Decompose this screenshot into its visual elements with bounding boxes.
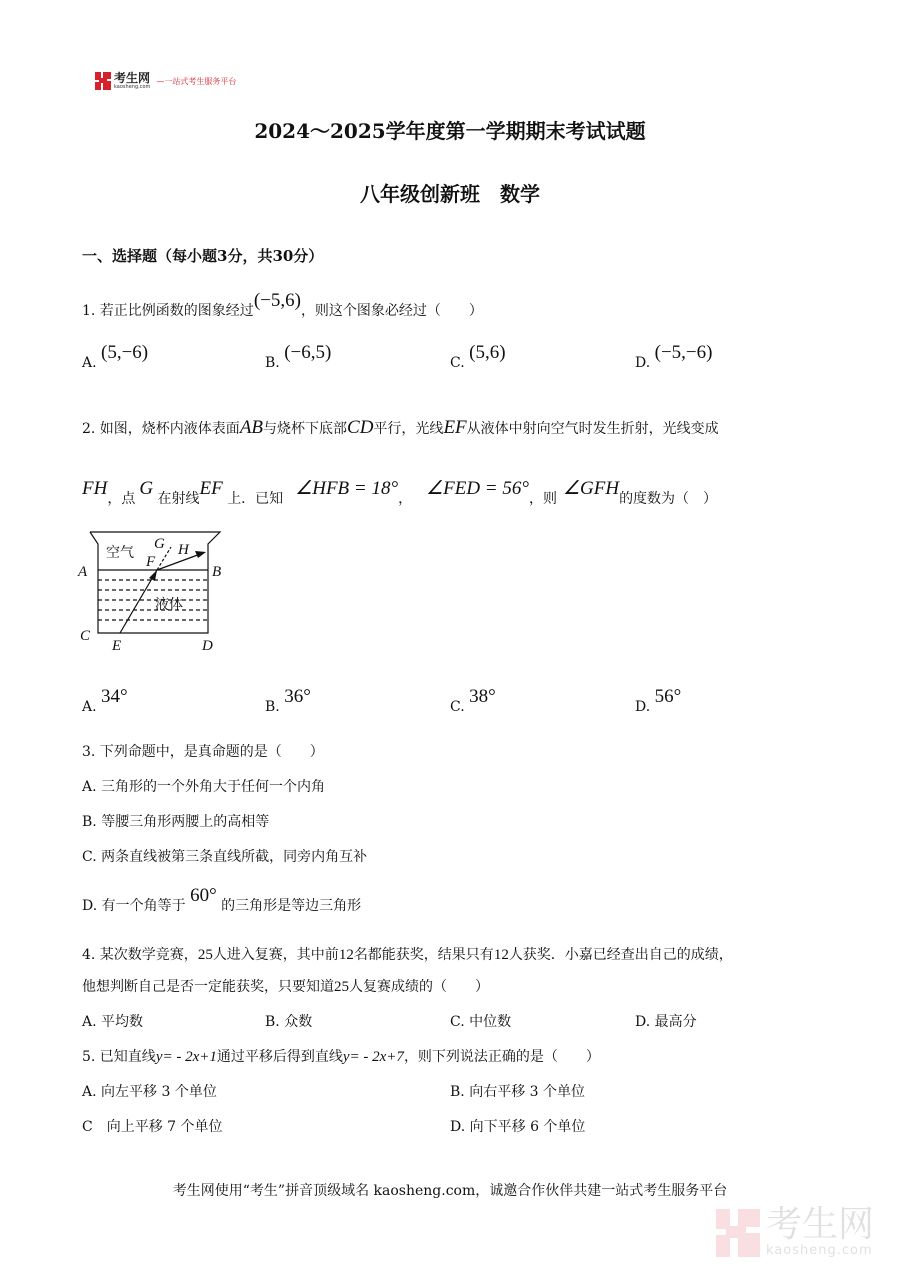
q1-option-b[interactable]: B. (−6,5) (265, 342, 332, 371)
q2-option-d[interactable]: D. 56° (635, 686, 682, 715)
exam-title: 2024～2025学年度第一学期期末考试试题 (254, 119, 646, 143)
question-2-line-2: FH，点 G 在射线EF 上．已知 ∠HFB = 18°， ∠FED = 56°，则 ∠GFH的度数为（ ） (82, 478, 718, 507)
kaosheng-logo (95, 72, 236, 90)
arrow-ef (149, 570, 157, 581)
section-heading: 一、选择题（每小题3分，共30分） (82, 247, 324, 265)
arrow-fh (195, 551, 206, 558)
logo-domain: kaosheng.com (114, 84, 151, 90)
watermark-mark-icon (716, 1209, 760, 1257)
q1-option-a[interactable]: A. (5,−6) (82, 342, 149, 371)
q1-option-c[interactable]: C. (5,6) (450, 342, 506, 371)
q4-option-c[interactable]: C. 中位数 (450, 1014, 512, 1030)
question-5: 5. 已知直线y= - 2x+1通过平移后得到直线y= - 2x+7，则下列说法正确的是（ ） (82, 1049, 600, 1065)
label-air: 空气 (106, 545, 134, 561)
watermark-text: 考生网 (766, 1204, 875, 1245)
label-d: D (202, 638, 213, 654)
q4-option-b[interactable]: B. 众数 (265, 1014, 313, 1030)
question-3: 3. 下列命题中，是真命题的是（ ） (82, 744, 324, 760)
label-h: H (178, 542, 189, 558)
q4-option-d[interactable]: D. 最高分 (635, 1014, 697, 1030)
exam-subtitle: 八年级创新班 数学 (360, 182, 540, 206)
label-g: G (154, 536, 165, 552)
footer-text: 考生网使用“考生”拼音顶级域名 kaosheng.com，诚邀合作伙伴共建一站式考生服务平台 (172, 1183, 728, 1199)
label-liquid: 液体 (155, 597, 183, 613)
q3-option-b[interactable]: B. 等腰三角形两腰上的高相等 (82, 814, 270, 830)
q3-option-c[interactable]: C. 两条直线被第三条直线所截，同旁内角互补 (82, 849, 368, 865)
question-4-line-1: 4. 某次数学竞赛，25人进入复赛，其中前12名都能获奖，结果只有12人获奖．小嘉已经查出自己的成绩， (82, 947, 733, 963)
label-a: A (78, 564, 88, 580)
label-f: F (146, 554, 156, 570)
logo-text: 考生网 (114, 71, 151, 85)
q5-option-c[interactable]: C 向上平移 7 个单位 (82, 1119, 223, 1135)
watermark-domain: kaosheng.com (766, 1243, 873, 1258)
q5-option-d[interactable]: D. 向下平移 6 个单位 (450, 1119, 586, 1135)
watermark-logo (716, 1204, 875, 1258)
q2-option-a[interactable]: A. 34° (82, 686, 128, 715)
q2-option-c[interactable]: C. 38° (450, 686, 496, 715)
beaker-refraction-figure (75, 520, 235, 660)
q3-option-a[interactable]: A. 三角形的一个外角大于任何一个内角 (82, 779, 326, 795)
q2-option-b[interactable]: B. 36° (265, 686, 311, 715)
label-b: B (212, 564, 222, 580)
label-c: C (80, 628, 91, 644)
q3-option-d[interactable]: D. 有一个角等于 60° 的三角形是等边三角形 (82, 885, 362, 914)
question-2-line-1: 2. 如图，烧杯内液体表面AB与烧杯下底部CD平行，光线EF从液体中射向空气时发生折射，光线变成 (82, 417, 719, 438)
slogan: —一站式考生服务平台 (156, 76, 237, 86)
ray-ef (120, 570, 157, 633)
q5-option-b[interactable]: B. 向右平移 3 个单位 (450, 1084, 585, 1100)
logo-mark-icon (95, 72, 111, 90)
q1-option-d[interactable]: D. (−5,−6) (635, 342, 713, 371)
liquid-dashes (98, 580, 208, 620)
label-e: E (112, 638, 122, 654)
q4-option-a[interactable]: A. 平均数 (82, 1014, 144, 1030)
question-4-line-2: 他想判断自己是否一定能获奖，只要知道25人复赛成绩的（ ） (82, 979, 489, 995)
q5-option-a[interactable]: A. 向左平移 3 个单位 (82, 1084, 217, 1100)
question-1: 1. 若正比例函数的图象经过(−5,6)，则这个图象必经过（ ） (82, 290, 483, 319)
